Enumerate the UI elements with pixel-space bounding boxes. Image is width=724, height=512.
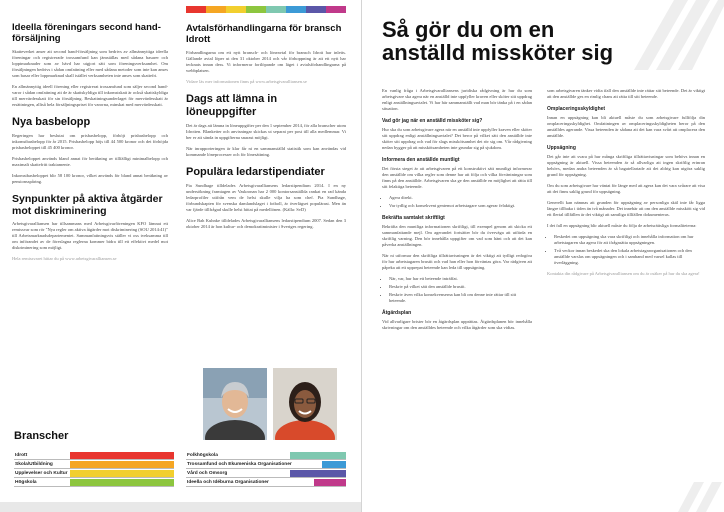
paragraph: Det första steget är att arbetsgivaren på ett konstruktivt sätt muntligt informerar den anställde om vilka regler som denne har att följa och vilka förväntningar som finns på den anställde. Arbetsgivaren ska ge den anställde en möjlighet att rätta till sitt felaktiga beteende. [382, 166, 532, 189]
paragraph: som arbetsgivaren tänker vidta ifall den anställde inte rättar sitt beteende. Det är viktigt att den anställde ges en rimlig chans att rätta till sitt beteende. [547, 88, 705, 99]
left-column-2 [186, 6, 346, 235]
heading-basbelopp: Nya basbelopp [12, 116, 91, 128]
stripe-segment [186, 6, 206, 13]
link-text[interactable]: Vidare läs mer informationen finns på www.arbetsgivaralliansen.se [186, 79, 307, 84]
bransch-hogskola [14, 479, 174, 486]
bransch-label: Folkhögskola [187, 453, 218, 458]
subheading: Omplaceringsskyldighet [547, 106, 606, 112]
paragraph: Förhandlingarna om ett nytt bransch- och löneavtal för bransch Idrott har inletts. Gällande avtal löper ut den 31 oktober 2014 och vår förhoppning är att ett nytt har tecknats innan dess. Vi informerar fortlöpande om läget i avtalsförhandlingarna på webbplatsen. [186, 50, 346, 73]
subheading: Åtgärdsplan [382, 310, 412, 316]
bullet-item: • Två veckor innan beskedet ska den lokala arbetstagarorganisationen och den anställde varslas om uppsägningen och i samband med varsel kallas till överläggning. [554, 248, 705, 266]
subheading: Bekräfta samtalet skriftligt [382, 215, 445, 221]
bransch-idrott [14, 452, 174, 459]
bransch-color-bar [290, 452, 346, 459]
heading-second-hand: Ideella föreningars second hand-försäljning [12, 22, 161, 44]
decorative-stripes-top [634, 0, 724, 70]
portrait-image [273, 368, 337, 440]
subheading: Vad gör jag när en anställd missköter sig? [382, 118, 483, 124]
subheading: Uppsägning [547, 145, 576, 151]
heading-branscher: Branscher [14, 430, 69, 442]
bullet-item: • Agera direkt. [389, 195, 532, 201]
bransch-label: Idrott [15, 453, 28, 458]
bransch-label: Upplevelser och Kultur [15, 471, 68, 476]
divider [186, 477, 346, 478]
bransch-color-bar [70, 461, 174, 468]
paragraph: Det går inte att svara på hur många skriftliga tillrättavisningar som behövs innan en uppsägning är aktuell. Vissa beteenden är så allvarliga att ingen skriftlig erinran behövs, medan andra beteenden är så bagatellartade att det aldrig kan utgöra saklig grund för uppsägning. [547, 154, 705, 177]
paragraph: Skatteverket anser att second hand-försäljning som bedrivs av allmännyttiga ideella föreningar och registrerade trossamfund kan jämställas med sådana basarer och lopptmarknader som av hävd har utgjort sätt som föreningsverksamhet. Om försäljningen bedrivs i sådan omfattning eller med sådana metoder som inte kan anses som basar eller loppmarknad skall istället verksamheten inte anses som skattefri. [12, 49, 168, 78]
bransch-skola [14, 461, 174, 468]
divider [14, 486, 174, 487]
paragraph: En allmännyttig ideell förening eller registrerat trossamfund som säljer second hand-varor i sådan omfattning att de är skattskyldiga till inkomstskatt är också skattskyldiga till mervärdesskatt för sin försäljning. Beskattningsunderlaget för mervärdesskatt är ersättningen, alltså hela försäljningspriset för varorna, minskat med mervärdesskatt. [12, 84, 168, 107]
bransch-vard-omsorg [186, 470, 346, 477]
bottom-band [0, 502, 362, 512]
bransch-label: Ideella och Idéburna Organisationer [187, 480, 269, 485]
bransch-color-bar [70, 452, 174, 459]
paragraph: Om du som arbetsgivare har väntat för länge med att agera kan det vara svårare att visa att det finns saklig grund för uppsägning. [547, 183, 705, 194]
bullet-list [382, 276, 532, 304]
subheading: Informera den anställde muntligt [382, 157, 460, 163]
left-column-1 [12, 22, 168, 267]
bullet-item: • Beskriv även vilka konsekvenserna kan bli om denne inte rättar till sitt beteende. [389, 292, 532, 304]
divider [14, 459, 174, 460]
bransch-trossamfund [186, 461, 346, 468]
photo-pia-sundhage [203, 368, 267, 440]
bransch-label: Skola/Utbildning [15, 462, 53, 467]
bullet-item: • Var tydlig och konsekvent gentemot arbetstagare som agerar felaktigt. [389, 203, 532, 209]
paragraph: Hur ska du som arbetsgivare agera när en anställd inte uppfyller kraven eller sköter sitt uppdrag enligt anställningsavtalet? Det beror på vilket sätt den anställde inte sköter sitt uppdrag och vad för slags misskötsamhet det rör sig om. Vår rådgivning nedan bygger på att misskötsamheten inte grundar sig på sjukdom. [382, 127, 532, 150]
stripe-segment [206, 6, 226, 13]
stripe-segment [266, 6, 286, 13]
bransch-label: Trossamfund och Ekumeniska Organisationer [187, 462, 292, 467]
divider [186, 459, 346, 460]
bransch-color-bar [290, 470, 346, 477]
paragraph: Bekräfta den muntliga informationen skriftligt, till exempel genom att skicka ett sammanfattande mejl. Om agerandet fortsätter bör du överväga att utfärda en skriftlig varning. Den bör innehålla uppgifter om vad som hänt och att det kan påverka anställningen. [382, 224, 532, 247]
paragraph: Regeringen har beslutat om prisbasbelopp, förhöjt prisbasbelopp och inkomstbasbelopp för år 2015. Prisbasbelopp höjs till 44 500 kronor och det förhöjda prisbasbeloppet till 45 400 kronor. [12, 133, 168, 150]
bullet-item: • Beskriv på vilket sätt den anställde brustit. [389, 284, 532, 290]
link-text[interactable]: Hela remissvaret hittar du på www.arbetsgivaralliansen.se [12, 256, 117, 261]
portrait-image [203, 368, 267, 440]
bransch-label: Vård och Omsorg [187, 471, 228, 476]
decorative-stripes-bottom [664, 482, 724, 512]
contact-text: Kontakta din rådgivare på Arbetsgivaralliansen om du är osäker på hur du ska agera! [547, 271, 700, 276]
paragraph: Pia Sundhage tilldelades Arbetsgivaralliansens ledarstipendium 2014. I en ny undersökning framtagen av Vaskronan har 2 000 kontorsanställda rankat en rad kända ledarprofiler utifrån vem de helst skulle vilja ha som chef. Pia Sundhage, förbundskapten för svenska damlandslaget i fotboll, är överlägset populärast. Men än var fjärde tillfrågad skulle helst hittat på medellönen. (Källa: SvD) [186, 183, 346, 212]
color-stripe [186, 6, 346, 13]
divider [14, 477, 174, 478]
bransch-label: Högskola [15, 480, 37, 485]
bullet-list [382, 195, 532, 209]
bransch-color-bar [70, 479, 174, 486]
stripe-segment [326, 6, 346, 13]
page-title: Så gör du om en anställd missköter sig [382, 17, 614, 65]
photo-alice-bah-kuhnke [273, 368, 337, 440]
bransch-color-bar [314, 479, 346, 486]
bransch-color-bar [322, 461, 346, 468]
bransch-ideella [186, 479, 346, 486]
bullet-item: • Beskedet om uppsägning ska vara skriftligt och innehålla information om hur arbetstagaren ska agera för att ifrågasätta uppsägningen. [554, 234, 705, 246]
heading-ledarstipendiater: Populära ledarstipendiater [186, 166, 325, 178]
paragraph: Alice Bah Kuhnke tilldelades Arbetsgivaralliansens ledarstipendium 2007. Sedan den 3 oktober 2014 är hon kultur- och demokratiminister i Sveriges regering. [186, 218, 346, 229]
paragraph: Generellt kan nämnas att grunden för uppsägning av personliga skäl inte får ligga längre tillbaka i tiden än två månader. Det innebär att om den anställde misskött sig vid ett flertal tillfällen är det viktigt att samtliga tillfällen dokumenteras. [547, 200, 705, 217]
heading-loneuppgifter: Dags att lämna in löneuppgifter [186, 93, 278, 118]
right-column-1 [382, 88, 532, 336]
stripe-segment [286, 6, 306, 13]
stripe-segment [246, 6, 266, 13]
bullet-item: • När, var, hur har ett beteende inträffat. [389, 276, 532, 282]
divider [186, 486, 346, 487]
paragraph: När inrapporteringen är klar får ni en sammanställd statistik som kan användas vid kommande löneprocesser och för lönesättning. [186, 146, 346, 157]
bullet-list [547, 234, 705, 266]
paragraph: Inkomstbasbeloppet blir 58 100 kronor, vilket används för bland annat beräkning av pensionsspåring. [12, 173, 168, 184]
right-column-2 [547, 88, 705, 282]
heading-avtalsforhandlingar: Avtalsförhandlingarna för bransch Idrott [186, 23, 342, 45]
paragraph: Det är dags att lämna in löneuppgifter per den 1 september 2014, för alla branscher utom Idrotten. Blanketter och anvisningar skickas ut separat per post till alla medlemmar. Vi ber er att sända in uppgifterna snarast möjligt. [186, 123, 346, 140]
divider [186, 468, 346, 469]
intro-paragraph: En vanlig fråga i Arbetsgivaralliansens juridiska rådgivning är hur du som arbetsgivare ska agera när en anställd inte uppfyller kraven eller sköter sitt uppdrag enligt anställningsavtalet. Vi har här sammanställt vad man bör tänka på i en sådan situation. [382, 88, 532, 111]
heading-diskriminering: Synpunkter på aktiva åtgärder mot diskriminering [12, 193, 163, 217]
paragraph: I det fall en uppsägning blir aktuell måste du följa de arbetsrättsliga formaliteterna: [547, 223, 697, 228]
paragraph: När ni utformar den skriftliga tillrättavisningen är det viktigt att tydligt redogöra för hur arbetstagaren brustit och vad han eller hon förväntas göra. Var rädgiven att påpeka att ett upprepat beteende kan leda till uppsägning. [382, 253, 532, 270]
bransch-color-bar [70, 470, 174, 477]
paragraph: Prisbasbeloppet används bland annat för beräkning av tillfälligt minimalbelopp och maximalt skattefritt traktamente. [12, 156, 168, 167]
divider [14, 468, 174, 469]
stripe-segment [226, 6, 246, 13]
bransch-folkhogskola [186, 452, 346, 459]
paragraph: Vid allvarligare brister bör en åtgärdsplan upprättas. Åtgärdsplanen bör innehålla skrivningar om den anställdes beteende och vilka åtgärder som ska vidtas. [382, 319, 532, 330]
paragraph: Innan en uppsägning kan bli aktuell måste du som arbetsgivare fullfölja din omplaceringsskyldighet. Omfattningen av omplaceringsskyldigheten beror på den anställdes agerande. Vissa beteenden är sådana att det kan vara svårt att omplacera den anställde. [547, 115, 705, 138]
stripe-segment [306, 6, 326, 13]
paragraph: Arbetsgivaralliansen har tillsammans med Arbetsgivarföreningen KFO lämnat ett remissvar som rör "Nya regler om aktiva åtgärder mot diskriminering (SOU 2014:41)" till Arbetsmarknadsdepartementet. Sammanfattningsvis ställer vi oss tveksamma till om införandet av de föreslagna reglerna kommer bidra till ett effektivt medel mot diskriminering som möjligt. [12, 221, 169, 250]
bransch-upplevelser [14, 470, 174, 477]
